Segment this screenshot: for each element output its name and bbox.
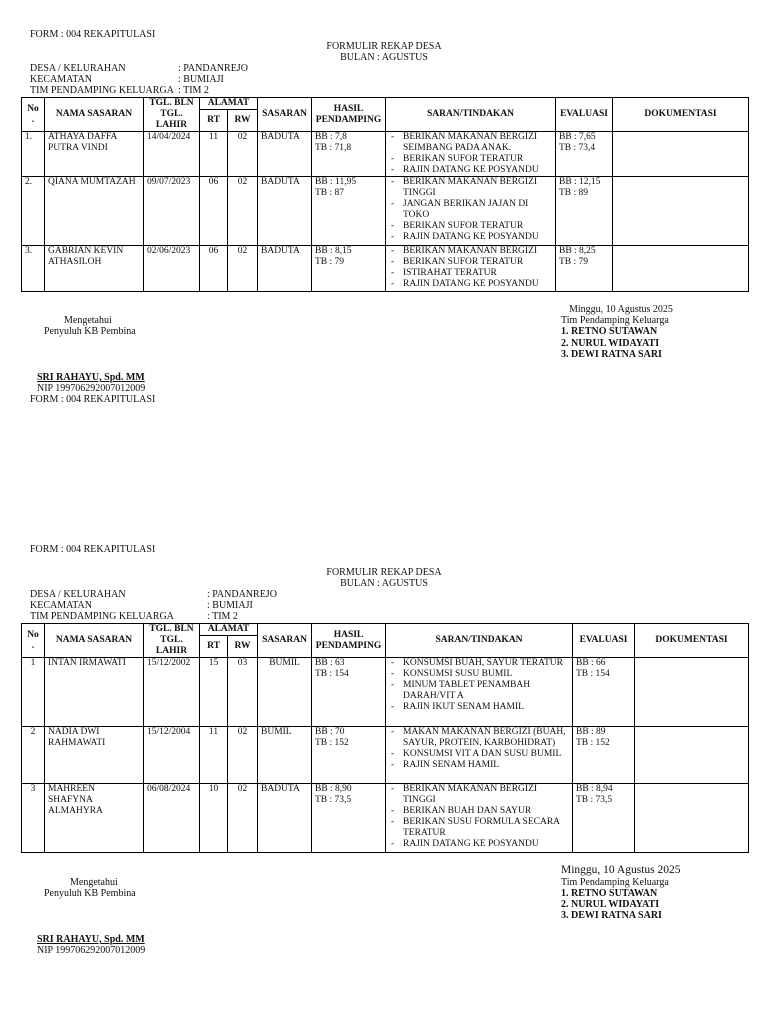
header-no: No . (22, 624, 45, 658)
member-name: 2. NURUL WIDAYATI (561, 338, 660, 349)
form-label: FORM : 004 REKAPITULASI (30, 394, 156, 405)
desa-value: : PANDANREJO (207, 589, 277, 600)
mengetahui-label: Mengetahui (70, 877, 118, 888)
cell-dokumentasi (613, 177, 749, 246)
cell-saran (386, 246, 556, 292)
header-hasil: HASIL PENDAMPING (312, 624, 386, 658)
saran-item: - RAJIN DATANG KE POSYANDU (389, 165, 552, 176)
penyuluh-label: Penyuluh KB Pembina (44, 888, 136, 899)
cell-hasil: BB : 7,8 TB : 71,8 (312, 132, 386, 177)
cell-rw: 02 (228, 784, 258, 853)
cell-no: 2 (22, 727, 45, 784)
saran-item: - KONSUMSI VIT A DAN SUSU BUMIL (389, 749, 569, 760)
cell-dokumentasi (635, 784, 749, 853)
table-row (22, 177, 749, 246)
cell-evaluasi: BB : 66 TB : 154 (573, 658, 635, 727)
saran-item: - RAJIN DATANG KE POSYANDU (389, 232, 552, 243)
cell-rw: 02 (228, 132, 258, 177)
cell-hasil: BB : 63 TB : 154 (312, 658, 386, 727)
cell-sasaran: BUMIL (258, 727, 312, 784)
cell-evaluasi: BB : 12,15 TB : 89 (556, 177, 613, 246)
cell-hasil: BB : 8,90 TB : 73,5 (312, 784, 386, 853)
saran-item: - JANGAN BERIKAN JAJAN DI TOKO (389, 199, 552, 221)
header-saran: SARAN/TINDAKAN (386, 98, 556, 132)
cell-evaluasi: BB : 89 TB : 152 (573, 727, 635, 784)
desa-label: DESA / KELURAHAN (30, 589, 126, 600)
cell-rt: 06 (200, 246, 228, 292)
desa-value: : PANDANREJO (178, 63, 248, 74)
cell-saran (386, 727, 573, 784)
cell-saran (386, 784, 573, 853)
header-rw: RW (228, 636, 258, 658)
header-alamat: ALAMAT (200, 624, 258, 636)
saran-item: - BERIKAN SUFOR TERATUR (389, 154, 552, 165)
saran-item: - BERIKAN SUFOR TERATUR (389, 221, 552, 232)
saran-item: - MINUM TABLET PENAMBAH DARAH/VIT A (389, 680, 569, 702)
cell-dokumentasi (613, 246, 749, 292)
cell-nama: ATHAYA DAFFA PUTRA VINDI (45, 132, 144, 177)
form-title: FORMULIR REKAP DESA (326, 567, 442, 578)
signer-nip: NIP 199706292007012009 (37, 383, 146, 394)
cell-saran (386, 658, 573, 727)
tim-pendamping-label: Tim Pendamping Keluarga (561, 877, 669, 888)
saran-item: - BERIKAN MAKANAN BERGIZI (389, 246, 552, 257)
cell-sasaran: BADUTA (258, 132, 312, 177)
header-rt: RT (200, 110, 228, 132)
tim-label: TIM PENDAMPING KELUARGA (30, 85, 174, 96)
rekap-table (21, 97, 749, 292)
cell-no: 3 (22, 784, 45, 853)
cell-tgl: 15/12/2004 (144, 727, 200, 784)
tim-label: TIM PENDAMPING KELUARGA (30, 611, 174, 622)
cell-rt: 11 (200, 727, 228, 784)
saran-item: - ISTIRAHAT TERATUR (389, 268, 552, 279)
cell-evaluasi: BB : 8,25 TB : 79 (556, 246, 613, 292)
saran-item: - RAJIN DATANG KE POSYANDU (389, 839, 569, 850)
saran-item: - KONSUMSI SUSU BUMIL (389, 669, 569, 680)
member-name: 3. DEWI RATNA SARI (561, 910, 662, 921)
header-saran: SARAN/TINDAKAN (386, 624, 573, 658)
header-sasaran: SASARAN (258, 624, 312, 658)
saran-item: - KONSUMSI BUAH, SAYUR TERATUR (389, 658, 569, 669)
cell-tgl: 15/12/2002 (144, 658, 200, 727)
table-row (22, 658, 749, 727)
rekap-table (21, 623, 749, 853)
cell-nama: QIANA MUMTAZAH (45, 177, 144, 246)
cell-rw: 03 (228, 658, 258, 727)
cell-rt: 06 (200, 177, 228, 246)
cell-saran (386, 177, 556, 246)
saran-item: - BERIKAN MAKANAN BERGIZI SEIMBANG PADA ANAK. (389, 132, 552, 154)
cell-sasaran: BADUTA (258, 784, 312, 853)
cell-rw: 02 (228, 246, 258, 292)
saran-item: - RAJIN DATANG KE POSYANDU (389, 279, 552, 290)
table-row (22, 784, 749, 853)
kecamatan-value: : BUMIAJI (207, 600, 253, 611)
cell-no: 1 (22, 658, 45, 727)
signer-nip: NIP 199706292007012009 (37, 945, 146, 956)
header-nama: NAMA SASARAN (45, 98, 144, 132)
cell-no: 2. (22, 177, 45, 246)
tim-value: : TIM 2 (178, 85, 209, 96)
header-nama: NAMA SASARAN (45, 624, 144, 658)
cell-dokumentasi (635, 727, 749, 784)
form-label: FORM : 004 REKAPITULASI (30, 544, 156, 555)
saran-item: - BERIKAN BUAH DAN SAYUR (389, 806, 569, 817)
header-sasaran: SASARAN (258, 98, 312, 132)
saran-item: - MAKAN MAKANAN BERGIZI (BUAH, SAYUR, PROTEIN, KARBOHIDRAT) (389, 727, 569, 749)
cell-rw: 02 (228, 727, 258, 784)
cell-saran (386, 132, 556, 177)
cell-sasaran: BUMIL (258, 658, 312, 727)
cell-tgl: 06/08/2024 (144, 784, 200, 853)
saran-item: - RAJIN IKUT SENAM HAMIL (389, 702, 569, 713)
form-title: FORMULIR REKAP DESA (326, 41, 442, 52)
member-name: 3. DEWI RATNA SARI (561, 349, 662, 360)
table-row (22, 132, 749, 177)
header-dokumentasi: DOKUMENTASI (613, 98, 749, 132)
cell-hasil: BB : 70 TB : 152 (312, 727, 386, 784)
header-rt: RT (200, 636, 228, 658)
cell-nama: NADIA DWI RAHMAWATI (45, 727, 144, 784)
cell-evaluasi: BB : 7,65 TB : 73,4 (556, 132, 613, 177)
header-hasil: HASIL PENDAMPING (312, 98, 386, 132)
table-row (22, 727, 749, 784)
member-name: 1. RETNO SUTAWAN (561, 326, 658, 337)
saran-item: - BERIKAN SUSU FORMULA SECARA TERATUR (389, 817, 569, 839)
kecamatan-value: : BUMIAJI (178, 74, 224, 85)
cell-nama: INTAN IRMAWATI (45, 658, 144, 727)
cell-hasil: BB : 11,95 TB : 87 (312, 177, 386, 246)
mengetahui-label: Mengetahui (64, 315, 112, 326)
cell-rw: 02 (228, 177, 258, 246)
cell-rt: 10 (200, 784, 228, 853)
saran-item: - BERIKAN SUFOR TERATUR (389, 257, 552, 268)
cell-hasil: BB : 8,15 TB : 79 (312, 246, 386, 292)
member-name: 1. RETNO SUTAWAN (561, 888, 658, 899)
cell-tgl: 14/04/2024 (144, 132, 200, 177)
header-no: No . (22, 98, 45, 132)
header-evaluasi: EVALUASI (573, 624, 635, 658)
date-line: Minggu, 10 Agustus 2025 (561, 864, 681, 876)
member-name: 2. NURUL WIDAYATI (561, 899, 660, 910)
cell-sasaran: BADUTA (258, 177, 312, 246)
kecamatan-label: KECAMATAN (30, 600, 92, 611)
form-month: BULAN : AGUSTUS (340, 578, 428, 589)
tim-pendamping-label: Tim Pendamping Keluarga (561, 315, 669, 326)
header-tgl-lahir: TGL. BLN TGL. LAHIR (144, 624, 200, 658)
cell-tgl: 09/07/2023 (144, 177, 200, 246)
cell-tgl: 02/06/2023 (144, 246, 200, 292)
form-label: FORM : 004 REKAPITULASI (30, 29, 156, 40)
cell-no: 1. (22, 132, 45, 177)
cell-nama: MAHREEN SHAFYNA ALMAHYRA (45, 784, 144, 853)
header-alamat: ALAMAT (200, 98, 258, 110)
saran-item: - BERIKAN MAKANAN BERGIZI TINGGI (389, 784, 569, 806)
signer-name: SRI RAHAYU, Spd. MM (37, 372, 145, 383)
form-month: BULAN : AGUSTUS (340, 52, 428, 63)
desa-label: DESA / KELURAHAN (30, 63, 126, 74)
penyuluh-label: Penyuluh KB Pembina (44, 326, 136, 337)
header-dokumentasi: DOKUMENTASI (635, 624, 749, 658)
kecamatan-label: KECAMATAN (30, 74, 92, 85)
cell-nama: GABRIAN KEVIN ATHASILOH (45, 246, 144, 292)
cell-sasaran: BADUTA (258, 246, 312, 292)
signer-name: SRI RAHAYU, Spd. MM (37, 934, 145, 945)
saran-item: - RAJIN SENAM HAMIL (389, 760, 569, 771)
date-line: Minggu, 10 Agustus 2025 (569, 304, 673, 315)
saran-item: - BERIKAN MAKANAN BERGIZI TINGGI (389, 177, 552, 199)
cell-dokumentasi (635, 658, 749, 727)
cell-evaluasi: BB : 8,94 TB : 73,5 (573, 784, 635, 853)
header-rw: RW (228, 110, 258, 132)
table-row (22, 246, 749, 292)
cell-rt: 15 (200, 658, 228, 727)
cell-no: 3. (22, 246, 45, 292)
cell-dokumentasi (613, 132, 749, 177)
header-evaluasi: EVALUASI (556, 98, 613, 132)
header-tgl-lahir: TGL. BLN TGL. LAHIR (144, 98, 200, 132)
cell-rt: 11 (200, 132, 228, 177)
tim-value: : TIM 2 (207, 611, 238, 622)
